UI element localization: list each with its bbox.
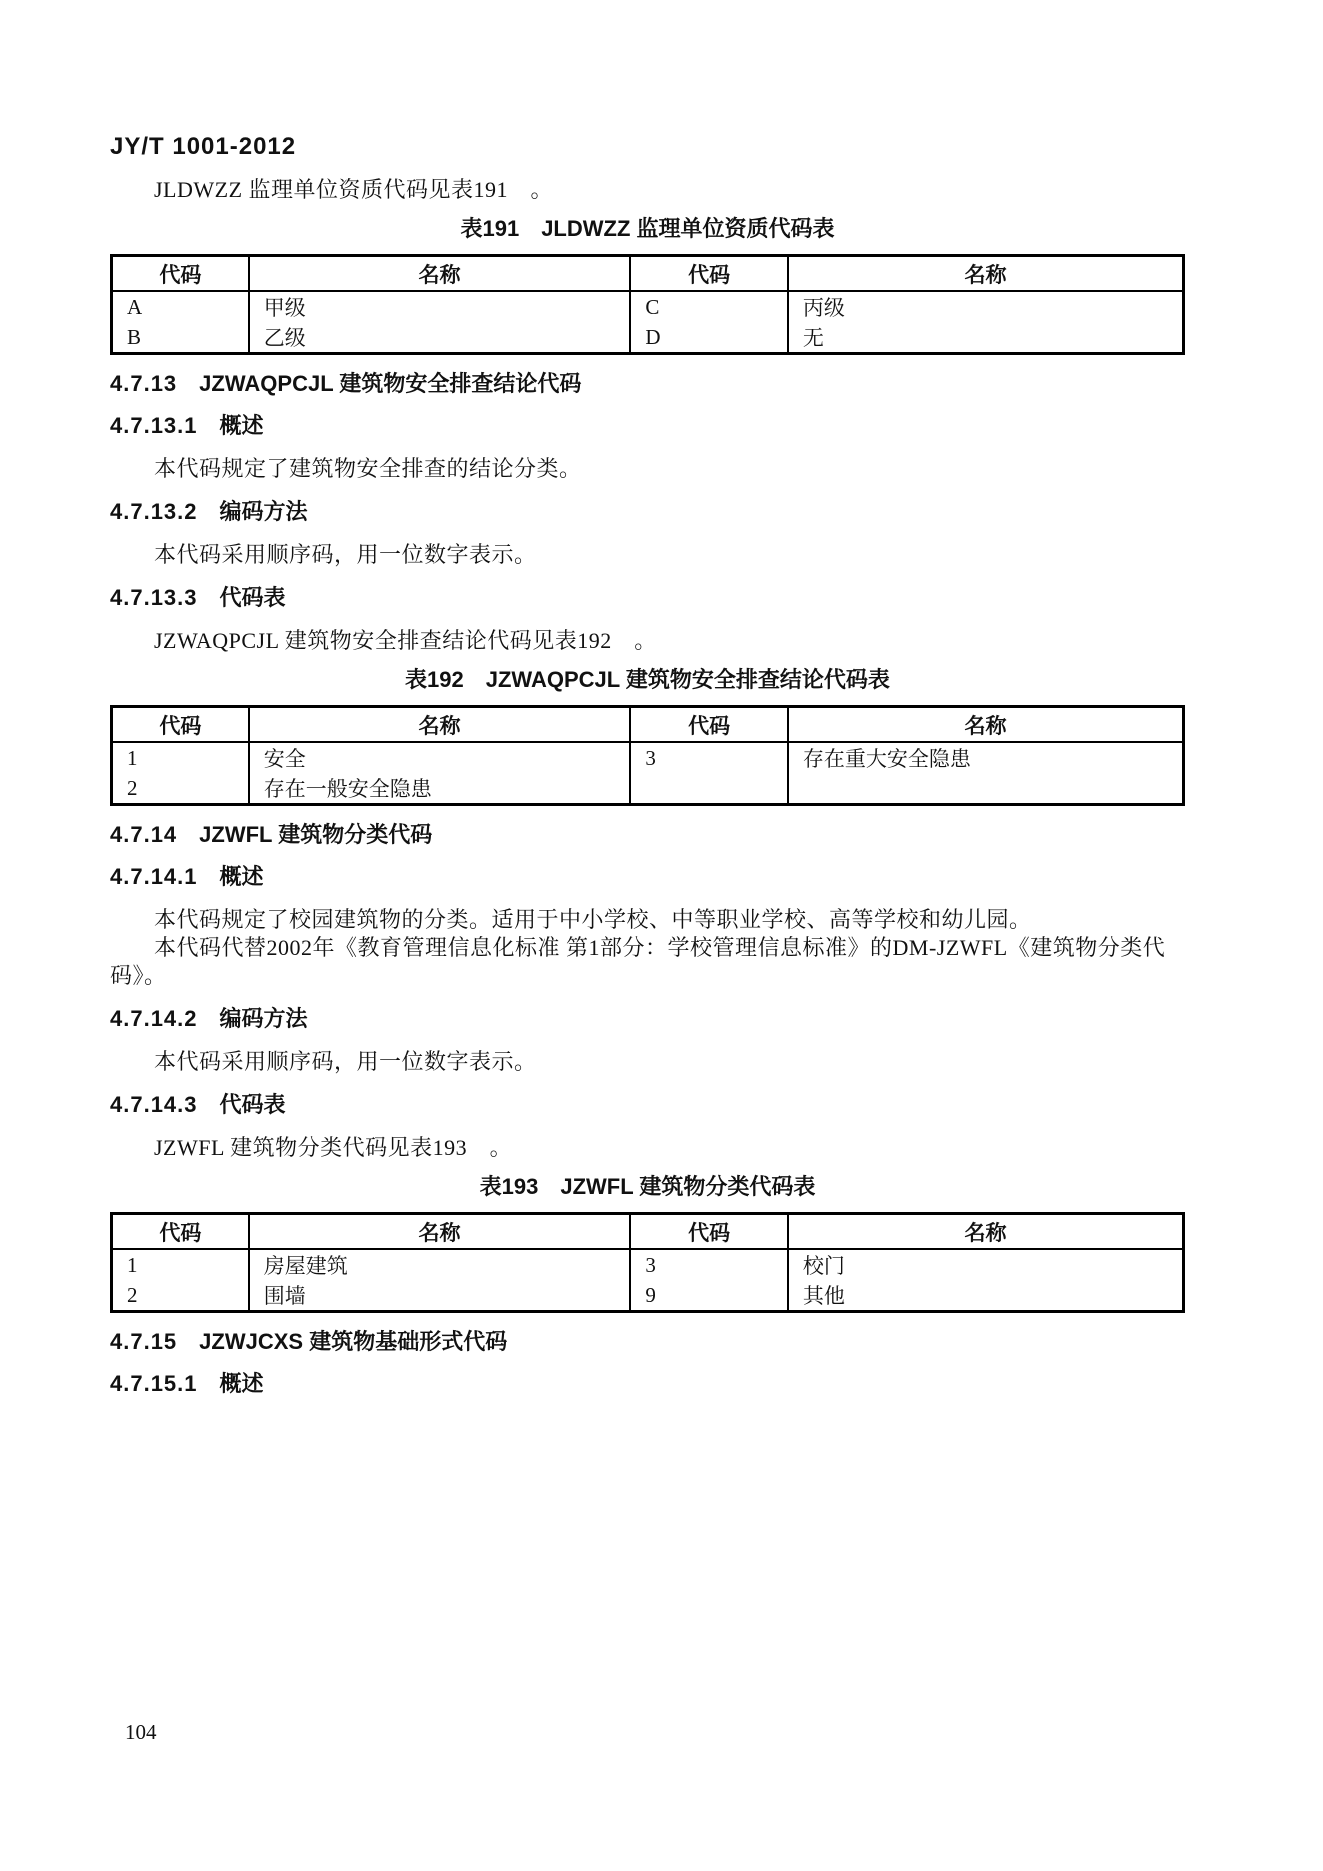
subsection-number: 4.7.14.1 — [110, 864, 198, 889]
intro-paragraph: JLDWZZ 监理单位资质代码见表191 。 — [154, 177, 554, 202]
subsection-heading-4-7-14-1 — [110, 864, 1185, 890]
section-title: JZWFL 建筑物分类代码 — [199, 822, 433, 847]
column-header-name: 名称 — [788, 256, 1184, 292]
subsection-number: 4.7.13.1 — [110, 413, 198, 438]
cell-name: 甲级 — [249, 291, 631, 322]
cell-code: 2 — [112, 773, 249, 805]
cell-code: 1 — [112, 742, 249, 773]
subsection-heading-4-7-13-3 — [110, 585, 1185, 611]
table192-caption: 表192 JZWAQPCJL 建筑物安全排查结论代码表 — [405, 667, 890, 692]
body-paragraph: 本代码采用顺序码，用一位数字表示。 — [154, 1049, 537, 1074]
table-192 — [110, 705, 1185, 806]
cell-name: 存在重大安全隐患 — [788, 742, 1184, 773]
cell-name: 乙级 — [249, 322, 631, 354]
section-number: 4.7.13 — [110, 371, 178, 396]
cell-name: 存在一般安全隐患 — [249, 773, 631, 805]
table-191 — [110, 254, 1185, 355]
section-heading-4-7-15 — [110, 1329, 1185, 1355]
subsection-title: 概述 — [219, 1371, 264, 1396]
cell-code: 1 — [112, 1249, 249, 1280]
column-header-code: 代码 — [112, 707, 249, 743]
subsection-heading-4-7-14-3 — [110, 1092, 1185, 1118]
cell-name: 围墙 — [249, 1280, 631, 1312]
subsection-heading-4-7-14-2 — [110, 1006, 1185, 1032]
cell-code — [630, 773, 788, 805]
subsection-title: 概述 — [219, 864, 264, 889]
subsection-title: 代码表 — [219, 585, 286, 610]
table191-header-row — [112, 256, 1184, 292]
subsection-number: 4.7.15.1 — [110, 1371, 198, 1396]
cell-code: D — [630, 322, 788, 354]
table-row — [112, 322, 1184, 354]
subsection-number: 4.7.13.3 — [110, 585, 198, 610]
table-row — [112, 773, 1184, 805]
subsection-heading-4-7-13-2 — [110, 499, 1185, 525]
column-header-code: 代码 — [630, 707, 788, 743]
section-number: 4.7.14 — [110, 822, 178, 847]
body-paragraph: JZWFL 建筑物分类代码见表193 。 — [154, 1135, 513, 1160]
cell-code: 2 — [112, 1280, 249, 1312]
subsection-title: 编码方法 — [219, 499, 308, 524]
column-header-code: 代码 — [112, 1214, 249, 1250]
subsection-heading-4-7-13-1 — [110, 413, 1185, 439]
doc-code: JY/T 1001-2012 — [110, 133, 297, 160]
subsection-title: 概述 — [219, 413, 264, 438]
body-paragraph: 本代码规定了建筑物安全排查的结论分类。 — [154, 456, 582, 481]
table192-header-row — [112, 707, 1184, 743]
table-193 — [110, 1212, 1185, 1313]
cell-name — [788, 773, 1184, 805]
table-row — [112, 1249, 1184, 1280]
cell-code: 3 — [630, 1249, 788, 1280]
cell-name: 其他 — [788, 1280, 1184, 1312]
cell-code: C — [630, 291, 788, 322]
table191-caption: 表191 JLDWZZ 监理单位资质代码表 — [460, 216, 835, 241]
section-heading-4-7-14 — [110, 822, 1185, 848]
section-number: 4.7.15 — [110, 1329, 178, 1354]
cell-code: A — [112, 291, 249, 322]
column-header-name: 名称 — [249, 1214, 631, 1250]
column-header-name: 名称 — [788, 707, 1184, 743]
body-paragraph: 本代码采用顺序码，用一位数字表示。 — [154, 542, 537, 567]
column-header-code: 代码 — [630, 1214, 788, 1250]
cell-code: B — [112, 322, 249, 354]
column-header-code: 代码 — [112, 256, 249, 292]
subsection-title: 代码表 — [219, 1092, 286, 1117]
table-row — [112, 291, 1184, 322]
column-header-name: 名称 — [788, 1214, 1184, 1250]
body-paragraph: 本代码规定了校园建筑物的分类。适用于中小学校、中等职业学校、高等学校和幼儿园。 — [154, 907, 1032, 932]
table-row — [112, 742, 1184, 773]
column-header-name: 名称 — [249, 707, 631, 743]
subsection-number: 4.7.14.2 — [110, 1006, 198, 1031]
subsection-title: 编码方法 — [219, 1006, 308, 1031]
column-header-name: 名称 — [249, 256, 631, 292]
cell-name: 无 — [788, 322, 1184, 354]
cell-name: 丙级 — [788, 291, 1184, 322]
cell-code: 9 — [630, 1280, 788, 1312]
cell-code: 3 — [630, 742, 788, 773]
section-heading-4-7-13 — [110, 371, 1185, 397]
page-number: 104 — [125, 1720, 157, 1744]
column-header-code: 代码 — [630, 256, 788, 292]
table193-caption: 表193 JZWFL 建筑物分类代码表 — [479, 1174, 816, 1199]
table193-header-row — [112, 1214, 1184, 1250]
subsection-number: 4.7.14.3 — [110, 1092, 198, 1117]
cell-name: 校门 — [788, 1249, 1184, 1280]
section-title: JZWJCXS 建筑物基础形式代码 — [199, 1329, 508, 1354]
body-paragraph: 本代码代替2002年《教育管理信息化标准 第1部分：学校管理信息标准》的DM-JZWFL《建筑物分类代码》。 — [110, 935, 1166, 988]
table-row — [112, 1280, 1184, 1312]
subsection-number: 4.7.13.2 — [110, 499, 198, 524]
cell-name: 安全 — [249, 742, 631, 773]
cell-name: 房屋建筑 — [249, 1249, 631, 1280]
subsection-heading-4-7-15-1 — [110, 1371, 1185, 1397]
body-paragraph: JZWAQPCJL 建筑物安全排查结论代码见表192 。 — [154, 628, 657, 653]
section-title: JZWAQPCJL 建筑物安全排查结论代码 — [199, 371, 582, 396]
